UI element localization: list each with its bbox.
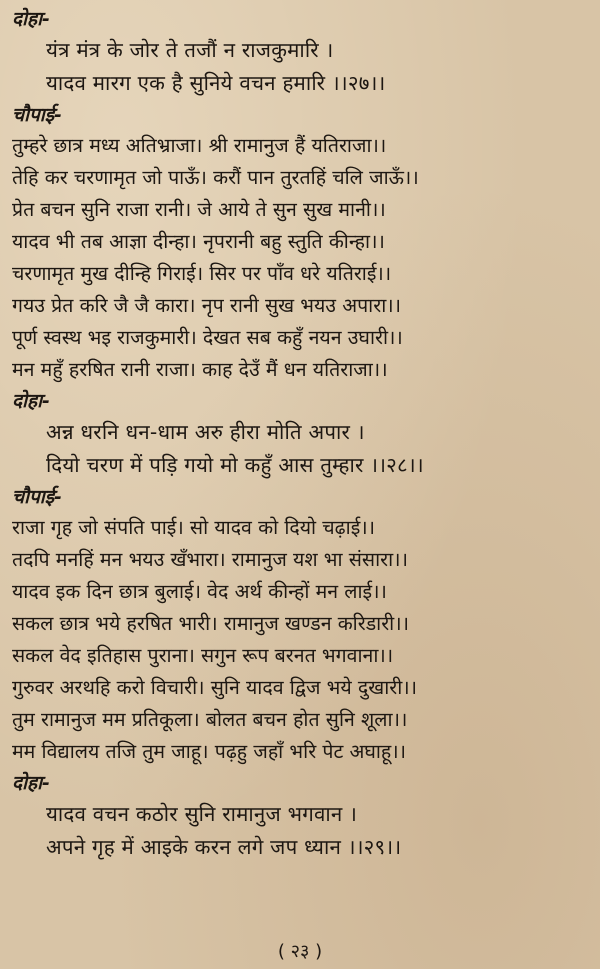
verse-line: यादव इक दिन छात्र बुलाई। वेद अर्थ कीन्हों मन लाई।। [12,580,387,603]
chaupai-block-2 [10,484,590,768]
verse-line: सकल छात्र भये हरषित भारी। रामानुज खण्डन करिडारी।। [12,612,410,635]
doha-block-28 [10,388,590,482]
doha-heading: दोहा- [12,772,50,794]
doha-heading: दोहा- [12,390,50,412]
verse-line: तुम रामानुज मम प्रतिकूला। बोलत बचन होत सुनि शूला।। [12,708,408,731]
chaupai-heading: चौपाई- [12,104,62,126]
verse-line: राजा गृह जो संपति पाई। सो यादव को दियो चढ़ाई।। [12,516,376,539]
verse-line: पूर्ण स्वस्थ भइ राजकुमारी। देखत सब कहुँ नयन उघारी।। [12,326,403,349]
verse-line: चरणामृत मुख दीन्हि गिराई। सिर पर पाँव धरे यतिराई।। [12,262,392,285]
verse-line: मम विद्यालय तजि तुम जाहू। पढ़हु जहाँ भरि पेट अघाहू।। [12,740,407,763]
verse-line: मन महुँ हरषित रानी राजा। काह देउँ मैं धन यतिराजा।। [12,358,388,381]
doha-verse [10,34,590,100]
chaupai-block-1 [10,102,590,386]
verse-line: अन्न धरनि धन-धाम अरु हीरा मोति अपार । [46,420,365,444]
page-number: ( २३ ) [277,941,323,962]
verse-line: यंत्र मंत्र के जोर ते तजौं न राजकुमारि । [46,38,334,62]
verse-line: प्रेत बचन सुनि राजा रानी। जे आये ते सुन सुख मानी।। [12,198,386,221]
verse-line: अपने गृह में आइके करन लगे जप ध्यान ।।२९।। [46,835,402,859]
doha-verse [10,798,590,864]
verse-line: गुरुवर अरथहि करो विचारी। सुनि यादव द्विज भये दुखारी।। [12,676,418,699]
doha-block-27 [10,6,590,100]
verse-line: तुम्हरे छात्र मध्य अतिभ्राजा। श्री रामानुज हैं यतिराजा।। [12,134,387,157]
verse-line: तेहि कर चरणामृत जो पाऊँ। करौं पान तुरतहिं चलि जाऊँ।। [12,166,419,189]
verse-line: यादव मारग एक है सुनिये वचन हमारि ।।२७।। [46,71,386,95]
verse-line: यादव वचन कठोर सुनि रामानुज भगवान । [46,802,358,826]
verse-line: तदपि मनहिं मन भयउ खँभारा। रामानुज यश भा संसारा।। [12,548,408,571]
doha-block-29 [10,770,590,864]
doha-verse [10,416,590,482]
doha-heading: दोहा- [12,8,50,30]
verse-line: सकल वेद इतिहास पुराना। सगुन रूप बरनत भगवाना।। [12,644,394,667]
verse-line: दियो चरण में पड़ि गयो मो कहुँ आस तुम्हार ।।२८।। [46,453,424,477]
verse-line: गयउ प्रेत करि जै जै कारा। नृप रानी सुख भयउ अपारा।। [12,294,402,317]
verse-line: यादव भी तब आज्ञा दीन्हा। नृपरानी बहु स्तुति कीन्हा।। [12,230,385,253]
chaupai-heading: चौपाई- [12,486,62,508]
